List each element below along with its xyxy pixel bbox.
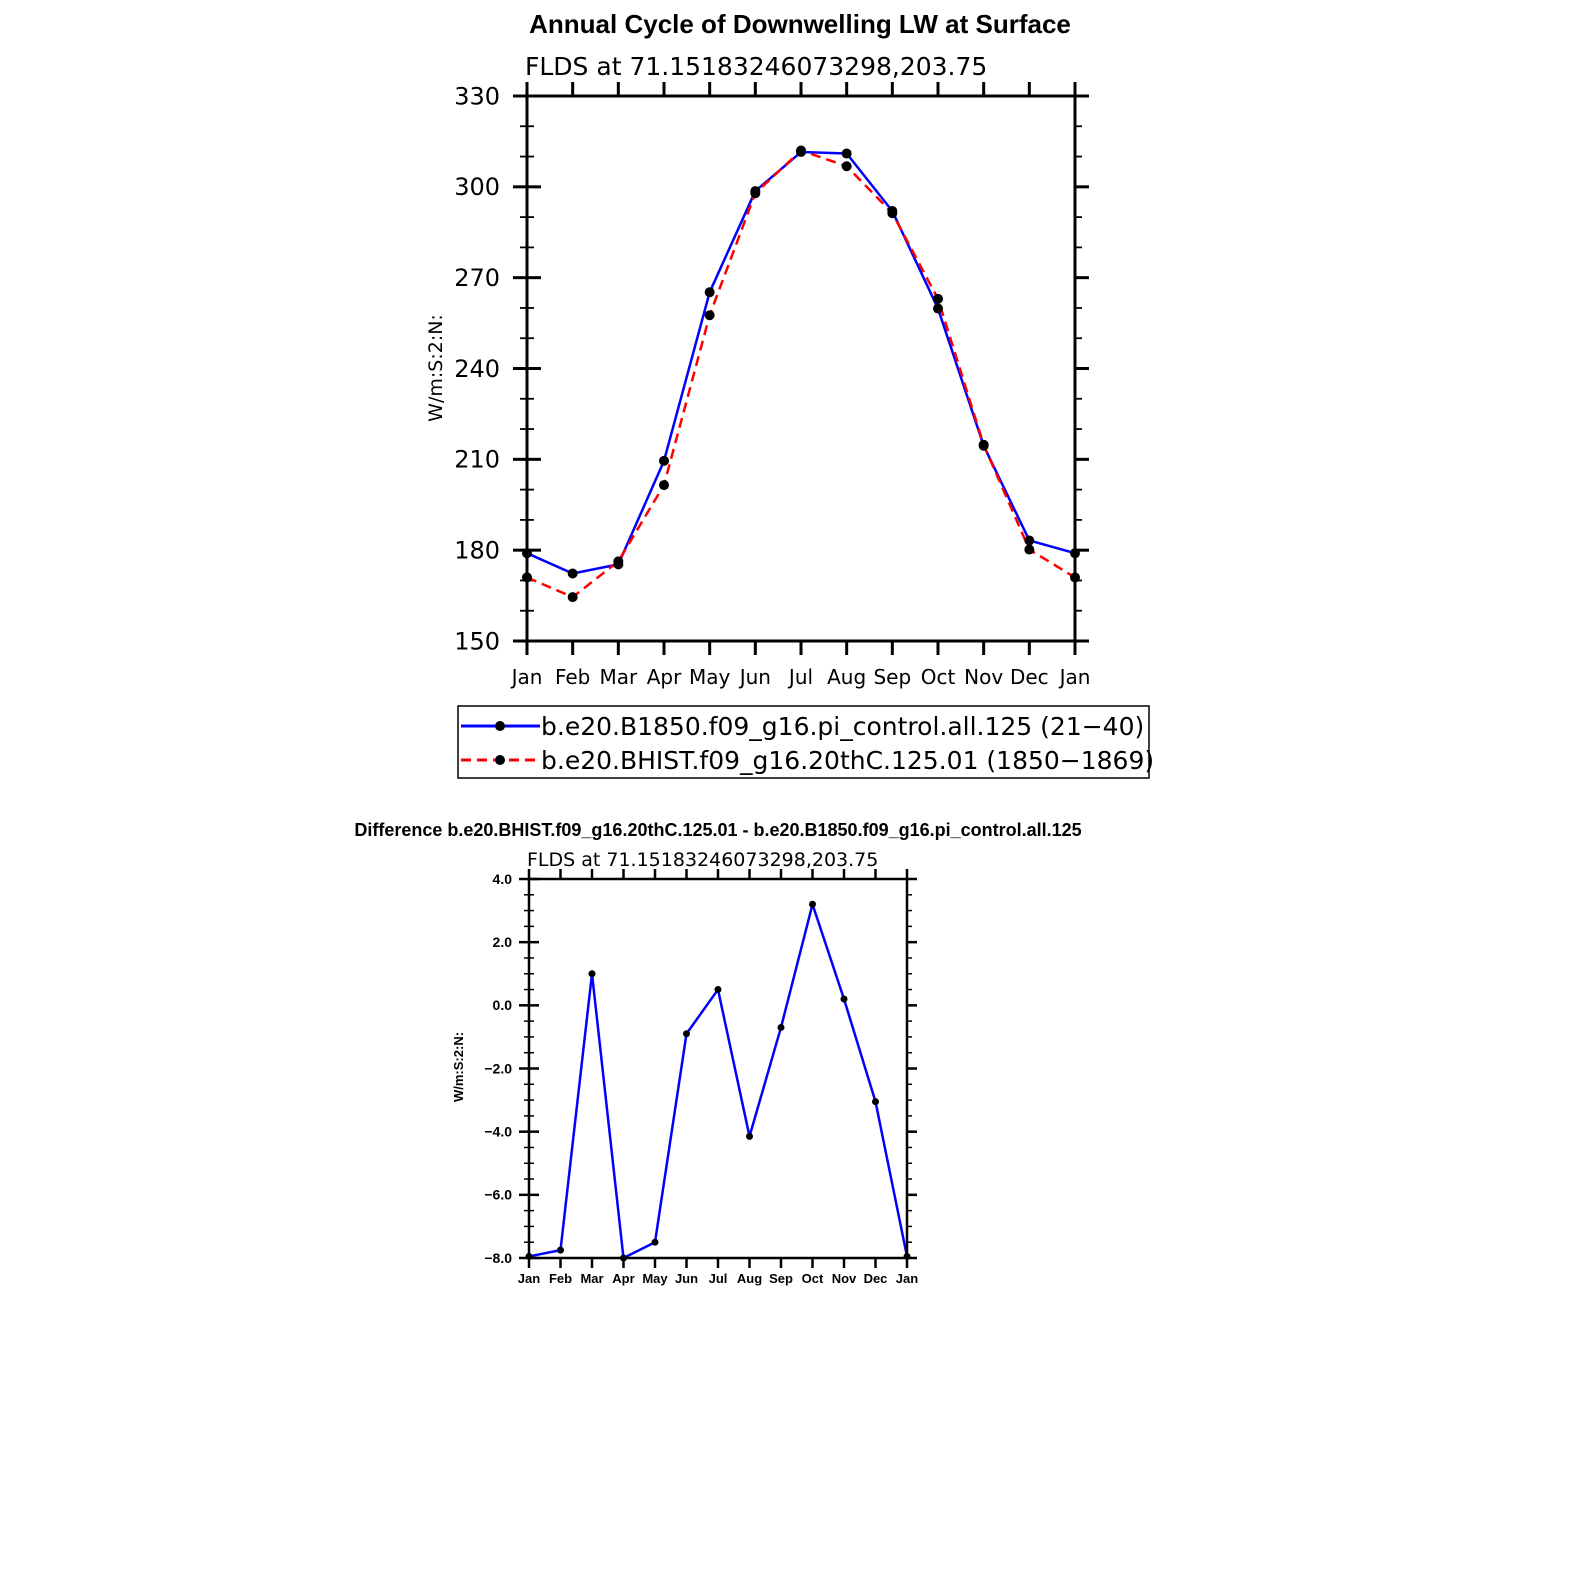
legend-label-hist: b.e20.BHIST.f09_g16.20thC.125.01 (1850−1869): [541, 746, 1155, 775]
x-tick-label: Jun: [674, 1271, 699, 1286]
y-axis-label: W/m:S:2:N:: [425, 314, 447, 422]
data-point: [933, 304, 943, 314]
y-tick-label: −8.0: [484, 1249, 512, 1266]
y-tick-label: 330: [454, 82, 500, 111]
y-tick-label: −4.0: [484, 1123, 512, 1140]
data-point: [796, 146, 806, 156]
data-point: [589, 970, 596, 977]
plot-frame: [527, 96, 1075, 641]
x-tick-label: Jan: [517, 1271, 541, 1286]
data-point: [778, 1024, 785, 1031]
y-tick-label: 0.0: [492, 997, 512, 1014]
x-tick-label: Mar: [599, 665, 638, 689]
data-point: [705, 310, 715, 320]
data-point: [842, 161, 852, 171]
y-tick-label: 2.0: [492, 934, 512, 951]
legend-marker-hist: [495, 755, 505, 765]
x-tick-label: Mar: [580, 1271, 604, 1286]
series-line-0: [529, 904, 907, 1258]
y-tick-label: 300: [454, 173, 500, 202]
data-point: [809, 901, 816, 908]
data-point: [715, 986, 722, 993]
chart-title: Annual Cycle of Downwelling LW at Surface: [529, 9, 1071, 39]
data-point: [842, 149, 852, 159]
data-point: [1024, 535, 1034, 545]
data-point: [652, 1239, 659, 1246]
x-tick-label: Sep: [769, 1271, 793, 1286]
data-point: [887, 208, 897, 218]
data-point: [659, 480, 669, 490]
data-point: [1024, 545, 1034, 555]
x-tick-label: Feb: [554, 665, 591, 689]
legend-label-control: b.e20.B1850.f09_g16.pi_control.all.125 (21−40): [541, 712, 1145, 741]
x-tick-label: Dec: [1009, 665, 1049, 689]
series-group: [522, 146, 1080, 603]
y-tick-label: 150: [454, 627, 500, 656]
x-tick-label: Apr: [612, 1271, 635, 1286]
x-tick-label: Sep: [873, 665, 912, 689]
x-tick-label: Oct: [920, 665, 956, 689]
chart-difference: [354, 820, 1081, 1286]
series-line-1: [527, 151, 1075, 598]
x-tick-label: Jan: [511, 665, 543, 689]
chart-subtitle: FLDS at 71.15183246073298,203.75: [525, 52, 988, 81]
y-tick-label: 210: [454, 445, 500, 474]
data-point: [933, 294, 943, 304]
data-point: [568, 592, 578, 602]
data-point: [750, 188, 760, 198]
chart-title: Difference b.e20.BHIST.f09_g16.20thC.125.01 - b.e20.B1850.f09_g16.pi_control.all.125: [354, 820, 1082, 840]
series-line-0: [527, 152, 1075, 573]
axis-ticks: [484, 869, 918, 1286]
data-point: [613, 556, 623, 566]
x-tick-label: Aug: [736, 1271, 763, 1286]
data-point: [872, 1098, 879, 1105]
data-point: [659, 456, 669, 466]
y-tick-label: 240: [454, 354, 500, 383]
data-point: [705, 287, 715, 297]
x-tick-label: Jan: [895, 1271, 919, 1286]
x-tick-label: Aug: [827, 665, 867, 689]
chart-subtitle: FLDS at 71.15183246073298,203.75: [527, 849, 879, 871]
chart-annual-cycle: [425, 9, 1154, 778]
data-point: [683, 1030, 690, 1037]
x-tick-label: Dec: [863, 1271, 888, 1286]
data-point: [568, 568, 578, 578]
x-tick-label: Apr: [646, 665, 682, 689]
data-point: [979, 440, 989, 450]
x-tick-label: Nov: [831, 1271, 857, 1286]
y-axis-label: W/m:S:2:N:: [451, 1031, 466, 1103]
x-tick-label: Oct: [801, 1271, 824, 1286]
data-point: [746, 1133, 753, 1140]
y-tick-label: 180: [454, 536, 500, 565]
x-tick-label: Jul: [708, 1271, 728, 1286]
legend-marker-control: [495, 721, 505, 731]
x-tick-label: May: [688, 665, 731, 689]
data-point: [841, 996, 848, 1003]
x-tick-label: Feb: [548, 1271, 573, 1286]
series-group: [526, 901, 911, 1262]
x-tick-label: Jul: [788, 665, 814, 689]
x-tick-label: Nov: [964, 665, 1004, 689]
axis-ticks: [454, 82, 1090, 689]
legend: [458, 706, 1154, 778]
y-tick-label: 270: [454, 264, 500, 293]
y-tick-label: 4.0: [492, 870, 512, 887]
x-tick-label: May: [642, 1271, 668, 1286]
x-tick-label: Jun: [739, 665, 771, 689]
y-tick-label: −6.0: [484, 1186, 512, 1203]
plot-frame: [529, 879, 907, 1258]
x-tick-label: Jan: [1059, 665, 1091, 689]
y-tick-label: −2.0: [484, 1060, 512, 1077]
data-point: [557, 1247, 564, 1254]
